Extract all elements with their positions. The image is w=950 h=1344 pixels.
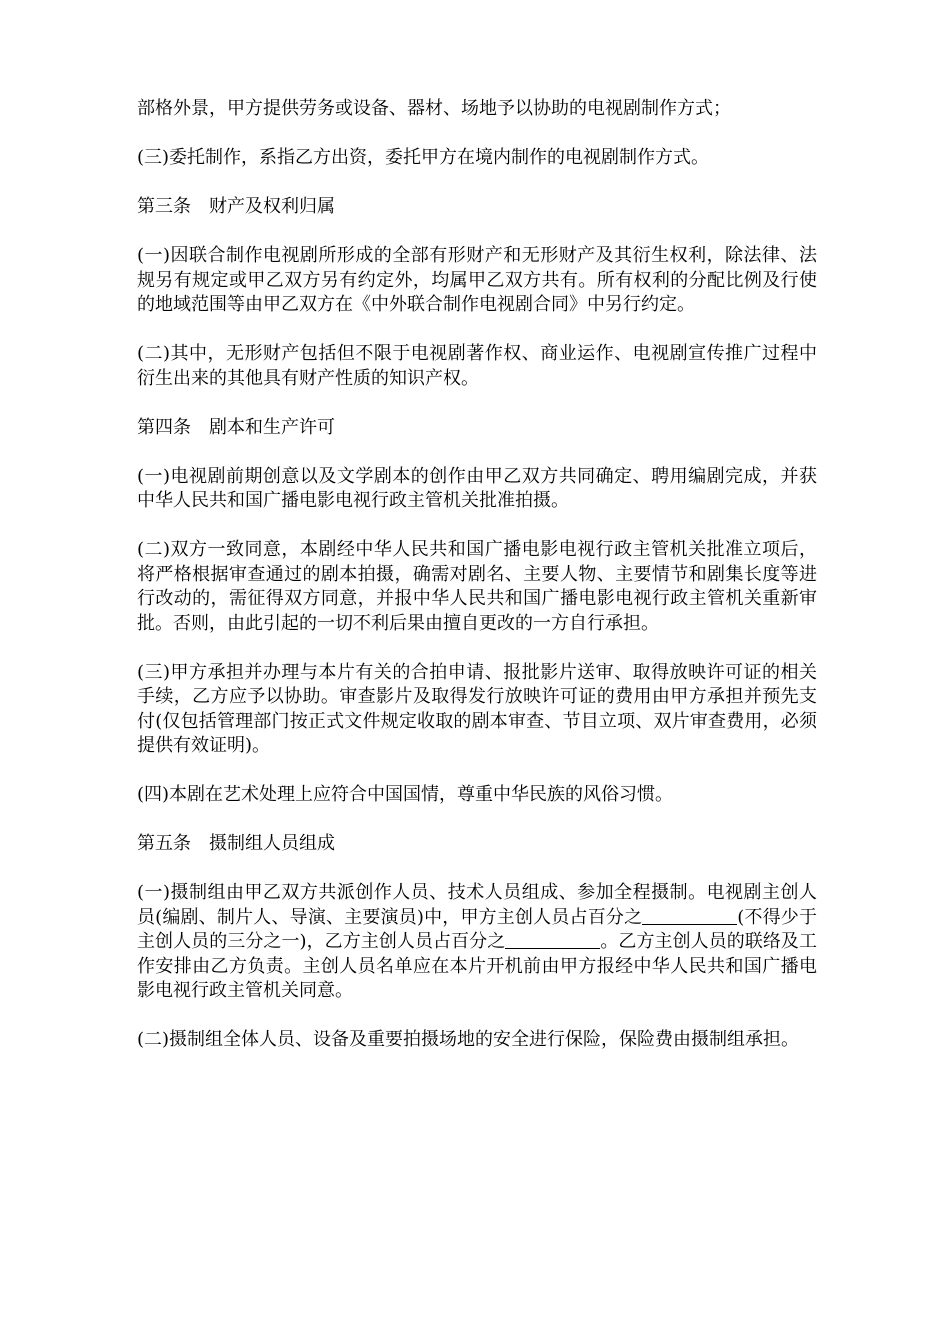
- paragraph-commissioned-production: (三)委托制作，系指乙方出资，委托甲方在境内制作的电视剧制作方式。: [137, 147, 710, 168]
- party-b-percentage-blank[interactable]: [505, 930, 600, 949]
- article-4-clause-4: (四)本剧在艺术处理上应符合中国国情，尊重中华民族的风俗习惯。: [137, 784, 674, 805]
- clause-text-part-3: 。乙方主创人员的联络及工作安排由乙方负责。主创人员名单应在本片开机前由甲方报经中华人民共和国广播电影电视行政主管机关同意。: [137, 931, 817, 1001]
- article-3-clause-1: (一)因联合制作电视剧所形成的全部有形财产和无形财产及其衍生权利，除法律、法规另有规定或甲乙双方另有约定外，均属甲乙双方共有。所有权利的分配比例及行使的地域范围等由甲乙双方在《中外联合制作电视剧合同》中另行约定。: [137, 245, 817, 315]
- article-5-clause-2: (二)摄制组全体人员、设备及重要拍摄场地的安全进行保险，保险费由摄制组承担。: [137, 1029, 800, 1050]
- party-a-percentage-blank[interactable]: [642, 906, 737, 925]
- document-page: [137, 97, 817, 1077]
- article-4-heading: 第四条 剧本和生产许可: [137, 416, 335, 438]
- article-5-heading: 第五条 摄制组人员组成: [137, 833, 335, 854]
- article-3-heading: 第三条 财产及权利归属: [137, 196, 335, 217]
- article-5-clause-1: [137, 881, 817, 1004]
- clause-text-part-1: (一)摄制组由甲乙双方共派创作人员、技术人员组成、参加全程摄制。电视剧主创人员(编剧、制片人、导演、主要演员)中，甲方主创人员占百分之: [137, 882, 817, 928]
- article-4-clause-3: (三)甲方承担并办理与本片有关的合拍申请、报批影片送审、取得放映许可证的相关手续，乙方应予以协助。审查影片及取得发行放映许可证的费用由甲方承担并预先支付(仅包括管理部门按正式文件规定收取的剧本审查、节目立项、双片审查费用，必须提供有效证明)。: [137, 661, 817, 756]
- clause-text-part-2: (不得少于主创人员的三分之一)，乙方主创人员占百分之: [137, 906, 817, 952]
- article-4-clause-2: (二)双方一致同意，本剧经中华人民共和国广播电影电视行政主管机关批准立项后，将严格根据审查通过的剧本拍摄，确需对剧名、主要人物、主要情节和剧集长度等进行改动的，需征得双方同意，并报中华人民共和国广播电影电视行政主管机关重新审批。否则，由此引起的一切不利后果由擅自更改的一方自行承担。: [137, 539, 817, 634]
- article-4-clause-1: (一)电视剧前期创意以及文学剧本的创作由甲乙双方共同确定、聘用编剧完成，并获中华人民共和国广播电影电视行政主管机关批准拍摄。: [137, 465, 817, 511]
- article-3-clause-2: (二)其中，无形财产包括但不限于电视剧著作权、商业运作、电视剧宣传推广过程中衍生出来的其他具有财产性质的知识产权。: [137, 343, 817, 389]
- paragraph-continuation: 部格外景，甲方提供劳务或设备、器材、场地予以协助的电视剧制作方式；: [137, 98, 731, 119]
